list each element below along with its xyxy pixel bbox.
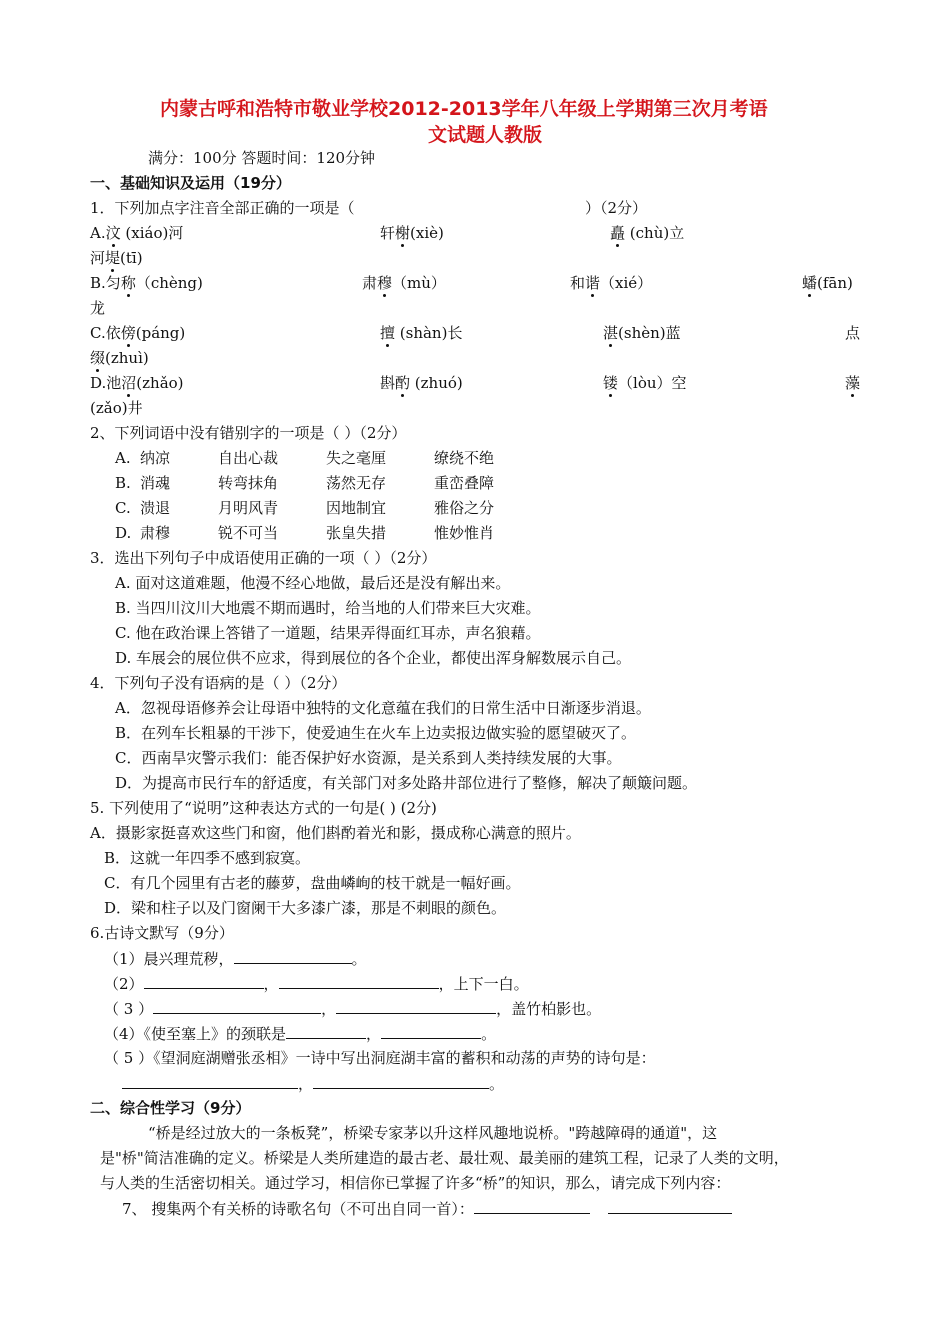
comma: ，: [263, 975, 279, 993]
q6-line4-end: 。: [481, 1025, 497, 1043]
dotted-char: 榭: [395, 224, 411, 242]
dotted-char: 沼: [121, 374, 137, 392]
answer-blank[interactable]: [122, 1072, 298, 1089]
q1-c-label: C.: [90, 324, 106, 342]
dotted-char: 镂: [603, 374, 619, 392]
question-1-score: ）（2分）: [585, 199, 648, 217]
answer-blank[interactable]: [474, 1197, 590, 1214]
q2-row-a-word4: 缭绕不绝: [434, 449, 495, 467]
q1-c-wrap: [90, 347, 149, 369]
plain-char: 和: [570, 274, 586, 292]
answer-blank[interactable]: [381, 1022, 481, 1039]
q1-a-item4: [90, 247, 143, 269]
q3-option-c: C. 他在政治课上答错了一道题，结果弄得面红耳赤，声名狼藉。: [115, 624, 541, 642]
answer-blank[interactable]: [313, 1072, 489, 1089]
q4-option-a: A．忽视母语修养会让母语中独特的文化意蕴在我们的日常生活中日渐逐步消退。: [115, 699, 651, 717]
pinyin: (xiè): [410, 224, 444, 242]
q2-row-a-word2: 自出心裁: [218, 449, 279, 467]
q7-text: 7、 搜集两个有关桥的诗歌名句（不可出自同一首）：: [122, 1200, 474, 1218]
q1-option-d: [90, 372, 184, 394]
q1-c-item2: [380, 322, 462, 344]
dotted-char: 傍: [120, 324, 136, 342]
question-4-stem: 4．下列句子没有语病的是（ ）（2分）: [90, 674, 347, 692]
plain-char: 肃: [362, 274, 378, 292]
section-heading-2: 二、综合性学习（9分）: [90, 1099, 251, 1117]
question-2-stem: 2、下列词语中没有错别字的一项是（ ）（2分）: [90, 424, 407, 442]
q2-row-d-label: D.: [115, 524, 132, 542]
q6-line-5: （ 5 ）《望洞庭湖赠张丞相》一诗中写出洞庭湖丰富的蓄积和动荡的声势的诗句是：: [104, 1049, 656, 1067]
answer-blank[interactable]: [286, 1022, 366, 1039]
q1-b-wrap: 龙: [90, 299, 106, 317]
q6-line-6: [122, 1072, 504, 1095]
q2-row-d-word1: 肃穆: [140, 524, 171, 542]
document-title-line1: 内蒙古呼和浩特市敬业学校2012-2013学年八年级上学期第三次月考语: [160, 98, 768, 120]
pinyin: (tī): [120, 249, 143, 267]
q1-d-item3: [603, 372, 687, 394]
q1-d-wrap: (zǎo)井: [90, 399, 143, 417]
comma: ，: [298, 1075, 314, 1093]
q2-row-b-word2: 转弯抹角: [218, 474, 279, 492]
pinyin: (fān): [817, 274, 853, 292]
q4-option-b: B．在列车长粗暴的干涉下，使爱迪生在火车上边卖报边做实验的愿望破灭了。: [115, 724, 637, 742]
q6-line1-text: （1）晨兴理荒秽，: [104, 950, 234, 968]
q2-row-c-word3: 因地制宜: [326, 499, 387, 517]
q2-row-d-word3: 张皇失措: [326, 524, 387, 542]
q2-row-c-word4: 雅俗之分: [434, 499, 495, 517]
dotted-char: 堤: [105, 249, 121, 267]
q2-row-a-word1: 纳凉: [140, 449, 171, 467]
q6-line3-label: （ 3 ）: [104, 1000, 154, 1018]
q3-option-b: B. 当四川汶川大地震不期而遇时，给当地的人们带来巨大灾难。: [115, 599, 541, 617]
dotted-char: 缀: [90, 349, 106, 367]
dotted-char: 谐: [585, 274, 601, 292]
passage-line-3: 与人类的生活密切相关。通过学习，相信你已掌握了许多“桥”的知识，那么，请完成下列内容：: [100, 1174, 731, 1192]
q1-option-b: [90, 272, 203, 294]
dotted-char: 酌: [395, 374, 411, 392]
pinyin: (zhuì): [105, 349, 149, 367]
section-heading-1: 一、基础知识及运用（19分）: [90, 174, 291, 192]
q1-b-item3: [570, 272, 652, 294]
plain-char: 轩: [380, 224, 396, 242]
plain-char: 池: [106, 374, 122, 392]
q1-option-c: [90, 322, 185, 344]
dotted-char: 矗: [610, 224, 626, 242]
answer-blank[interactable]: [336, 997, 496, 1014]
dotted-char: 藻: [845, 374, 861, 392]
question-3-stem: 3．选出下列句子中成语使用正确的一项（ ）（2分）: [90, 549, 437, 567]
q1-d-item2: [380, 372, 463, 394]
q6-line6-end: 。: [489, 1075, 505, 1093]
answer-blank[interactable]: [279, 972, 439, 989]
q6-line-2: [104, 972, 529, 995]
pinyin: （chèng): [135, 274, 203, 292]
dotted-char: 蟠: [802, 274, 818, 292]
q6-line2-label: （2）: [104, 975, 144, 993]
dotted-char: 擅: [380, 324, 396, 342]
q1-b-label: B.: [90, 274, 106, 292]
exam-meta: 满分：100分 答题时间：120分钟: [148, 149, 376, 167]
dotted-char: 称: [120, 274, 136, 292]
q1-c-item4: 点: [845, 324, 861, 342]
pinyin: (zhǎo): [136, 374, 184, 392]
q2-row-c-label: C.: [115, 499, 131, 517]
document-title-line2: 文试题人教版: [427, 124, 542, 146]
q6-line2-end: ，上下一白。: [438, 975, 529, 993]
passage-line-1: “桥是经过放大的一条板凳”，桥梁专家茅以升这样风趣地说桥。"跨越障碍的通道"，这: [148, 1124, 718, 1142]
q6-line1-end: 。: [351, 950, 367, 968]
answer-blank[interactable]: [234, 947, 352, 964]
q5-option-c: C．有几个园里有古老的藤萝，盘曲嶙峋的枝干就是一幅好画。: [104, 874, 521, 892]
q2-row-a-word3: 失之毫厘: [326, 449, 387, 467]
q4-option-c: C．西南旱灾警示我们：能否保护好水资源，是关系到人类持续发展的大事。: [115, 749, 622, 767]
pinyin: (zhuó): [410, 374, 463, 392]
q1-c-item3: [603, 322, 681, 344]
pinyin: （lòu）空: [618, 374, 687, 392]
q1-d-label: D.: [90, 374, 107, 392]
plain-char: 斟: [380, 374, 396, 392]
q2-row-d-word2: 锐不可当: [218, 524, 279, 542]
q1-b-item4: [802, 272, 853, 294]
question-1-stem: [90, 197, 355, 219]
pinyin: (shàn)长: [395, 324, 463, 342]
q1-option-a: [90, 222, 183, 244]
q1-a-label: A.: [90, 224, 106, 242]
q1-a-item1: (xiáo)河: [120, 224, 184, 242]
q2-row-c-word1: 溃退: [140, 499, 171, 517]
dotted-char: 穆: [377, 274, 393, 292]
q2-row-b-label: B.: [115, 474, 131, 492]
q6-line-3: [104, 997, 601, 1020]
q2-row-b-word4: 重峦叠障: [434, 474, 495, 492]
question-6-stem: 6.古诗文默写（9分）: [90, 924, 234, 942]
q6-line-4: [104, 1022, 496, 1045]
q6-line4-text: （4）《使至塞上》的颈联是: [104, 1025, 287, 1043]
q2-row-c-word2: 月明风青: [218, 499, 279, 517]
dotted-char: 汶: [105, 224, 121, 242]
q2-row-b-word3: 荡然无存: [326, 474, 387, 492]
q2-row-b-word1: 消魂: [140, 474, 171, 492]
dotted-char: 湛: [603, 324, 619, 342]
q2-row-a-label: A.: [115, 449, 131, 467]
plain-char: 依: [105, 324, 121, 342]
plain-char: 匀: [105, 274, 121, 292]
pinyin: (chù)立: [625, 224, 685, 242]
pinyin: （xié）: [600, 274, 653, 292]
q3-option-d: D. 车展会的展位供不应求，得到展位的各个企业，都使出浑身解数展示自己。: [115, 649, 632, 667]
pinyin: (páng): [135, 324, 186, 342]
q1-b-item2: [362, 272, 446, 294]
passage-line-2: 是"桥"简洁准确的定义。桥梁是人类所建造的最古老、最壮观、最美丽的建筑工程，记录了人类的文明，: [100, 1149, 789, 1167]
comma: ，: [366, 1025, 382, 1043]
answer-blank[interactable]: [608, 1197, 732, 1214]
pinyin: （mù）: [392, 274, 446, 292]
plain-char: 河: [90, 249, 106, 267]
q1-stem-text: 1．下列加点字注音全部正确的一项是（: [90, 199, 355, 217]
q5-option-b: B．这就一年四季不感到寂寞。: [104, 849, 311, 867]
q5-option-a: A．摄影家挺喜欢这些门和窗，他们斟酌着光和影，摄成称心满意的照片。: [90, 824, 581, 842]
question-5-stem: 5. 下列使用了“说明”这种表达方式的一句是( ) (2分): [90, 799, 437, 817]
q5-option-d: D．梁和柱子以及门窗阑干大多漆广漆，那是不刺眼的颜色。: [104, 899, 507, 917]
q6-line3-end: ，盖竹柏影也。: [496, 1000, 602, 1018]
q6-line-1: [104, 947, 367, 970]
q1-d-item4: [845, 372, 860, 394]
q2-row-d-word4: 惟妙惟肖: [434, 524, 495, 542]
q3-option-a: A. 面对这道难题，他漫不经心地做，最后还是没有解出来。: [115, 574, 511, 592]
q1-a-item3: [610, 222, 684, 244]
q1-a-item2: [380, 222, 444, 244]
pinyin: (shèn)蓝: [618, 324, 681, 342]
comma: ，: [321, 1000, 337, 1018]
answer-blank[interactable]: [144, 972, 264, 989]
answer-blank[interactable]: [153, 997, 321, 1014]
q4-option-d: D．为提高市民行车的舒适度，有关部门对多处路井部位进行了整修，解决了颠簸问题。: [115, 774, 698, 792]
question-7: [122, 1197, 732, 1220]
